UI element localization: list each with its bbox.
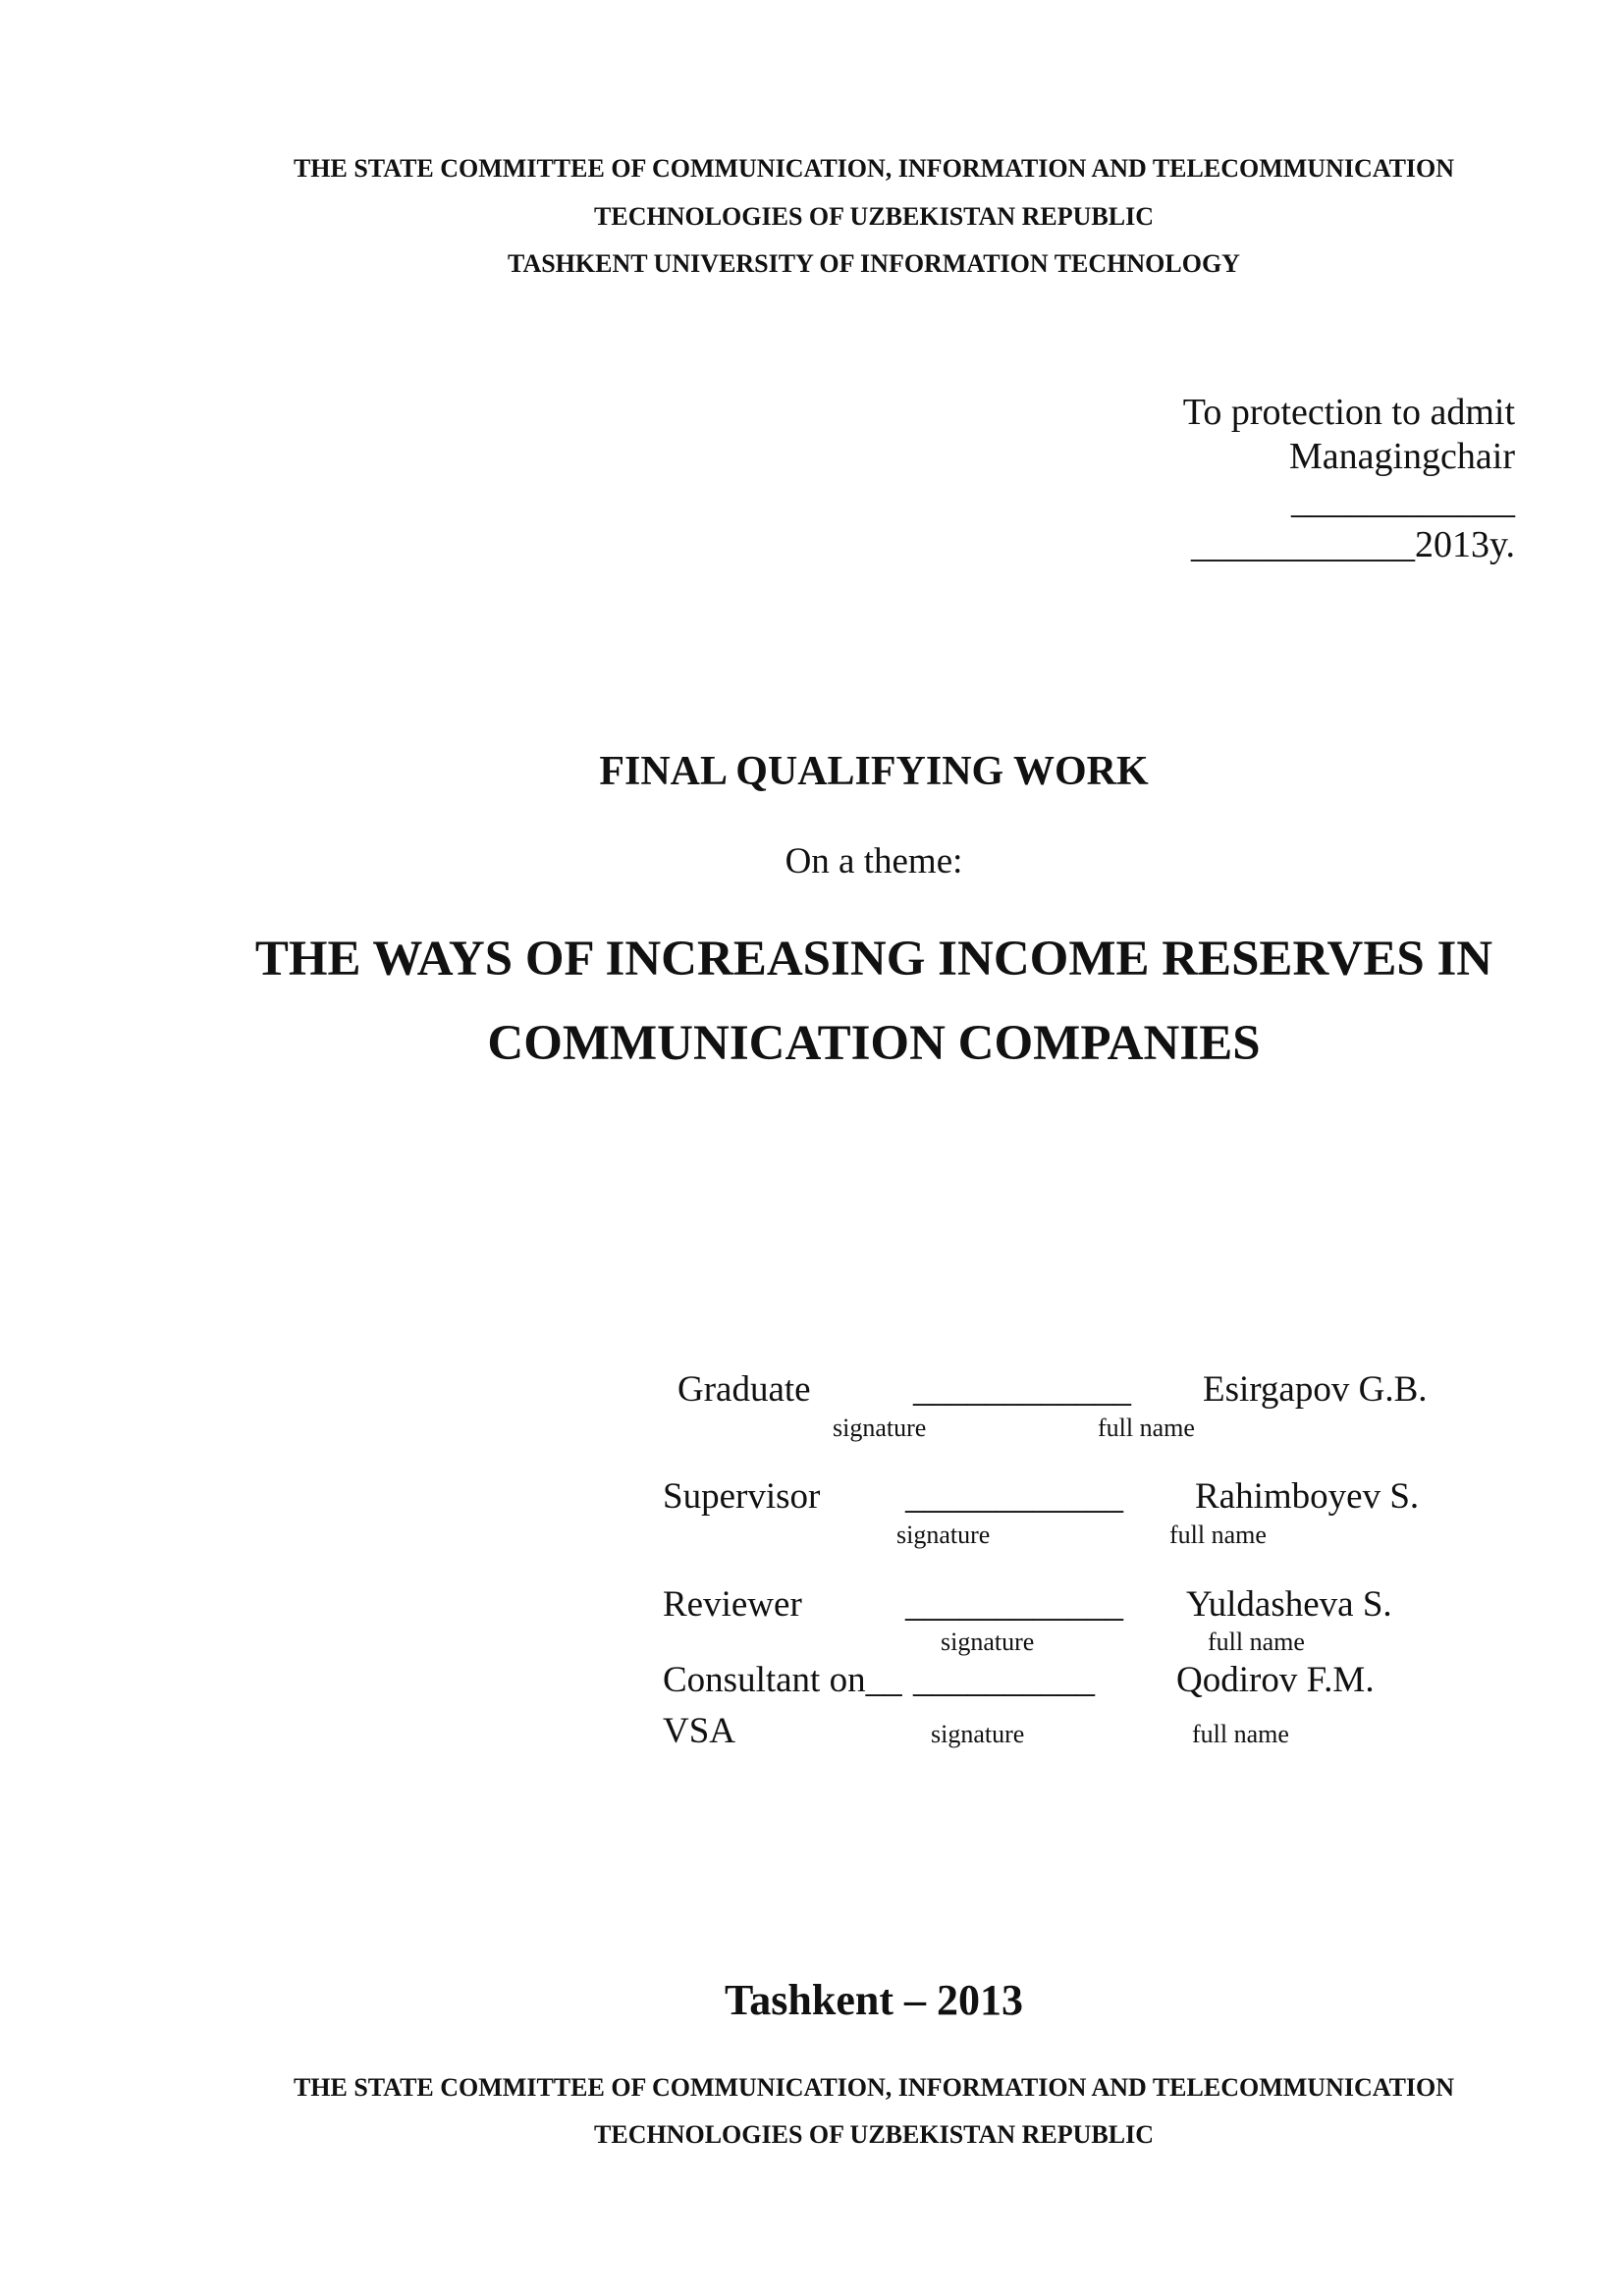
supervisor-signature-caption: signature (896, 1521, 991, 1549)
theme-line-1: THE WAYS OF INCREASING INCOME RESERVES IN (254, 932, 1493, 987)
theme-intro: On a theme: (785, 841, 963, 881)
admission-line-4: ____________2013y. (1190, 524, 1515, 565)
graduate-name-caption: full name (1098, 1414, 1195, 1442)
theme-line-2: COMMUNICATION COMPANIES (487, 1016, 1261, 1071)
next-page-header-line-1: THE STATE COMMITTEE OF COMMUNICATION, INFORMATION AND TELECOMMUNICATION (293, 2073, 1455, 2102)
admission-line-3: ____________ (1291, 480, 1515, 521)
reviewer-name: Yuldasheva S. (1186, 1584, 1392, 1625)
supervisor-name: Rahimboyev S. (1195, 1476, 1420, 1517)
supervisor-role: Supervisor (663, 1476, 821, 1517)
supervisor-signature-line: ____________ (905, 1476, 1123, 1517)
city-year: Tashkent – 2013 (724, 1976, 1024, 2024)
consultant-signature-line: __________ (913, 1660, 1095, 1700)
consultant-name-caption: full name (1192, 1720, 1289, 1748)
next-page-header-line-2: TECHNOLOGIES OF UZBEKISTAN REPUBLIC (594, 2120, 1154, 2149)
consultant-name: Qodirov F.M. (1176, 1660, 1375, 1700)
consultant-role-vsa: VSA (663, 1711, 736, 1751)
reviewer-name-caption: full name (1208, 1628, 1305, 1656)
header-line-3: TASHKENT UNIVERSITY OF INFORMATION TECHNOLOGY (508, 249, 1240, 278)
admission-line-2: Managingchair (1288, 436, 1515, 477)
header-line-1: THE STATE COMMITTEE OF COMMUNICATION, INFORMATION AND TELECOMMUNICATION (293, 154, 1455, 183)
supervisor-name-caption: full name (1169, 1521, 1267, 1549)
graduate-role: Graduate (677, 1369, 811, 1410)
graduate-name: Esirgapov G.B. (1203, 1369, 1428, 1410)
reviewer-role: Reviewer (663, 1584, 802, 1625)
reviewer-signature-caption: signature (941, 1628, 1035, 1656)
reviewer-signature-line: ____________ (905, 1584, 1123, 1625)
graduate-signature-caption: signature (833, 1414, 927, 1442)
header-line-2: TECHNOLOGIES OF UZBEKISTAN REPUBLIC (594, 202, 1154, 231)
graduate-signature-line: ____________ (913, 1369, 1131, 1410)
consultant-signature-caption: signature (931, 1720, 1025, 1748)
admission-line-1: To protection to admit (1182, 392, 1515, 433)
work-title: FINAL QUALIFYING WORK (599, 749, 1149, 794)
consultant-role: Consultant on__ (663, 1660, 902, 1700)
